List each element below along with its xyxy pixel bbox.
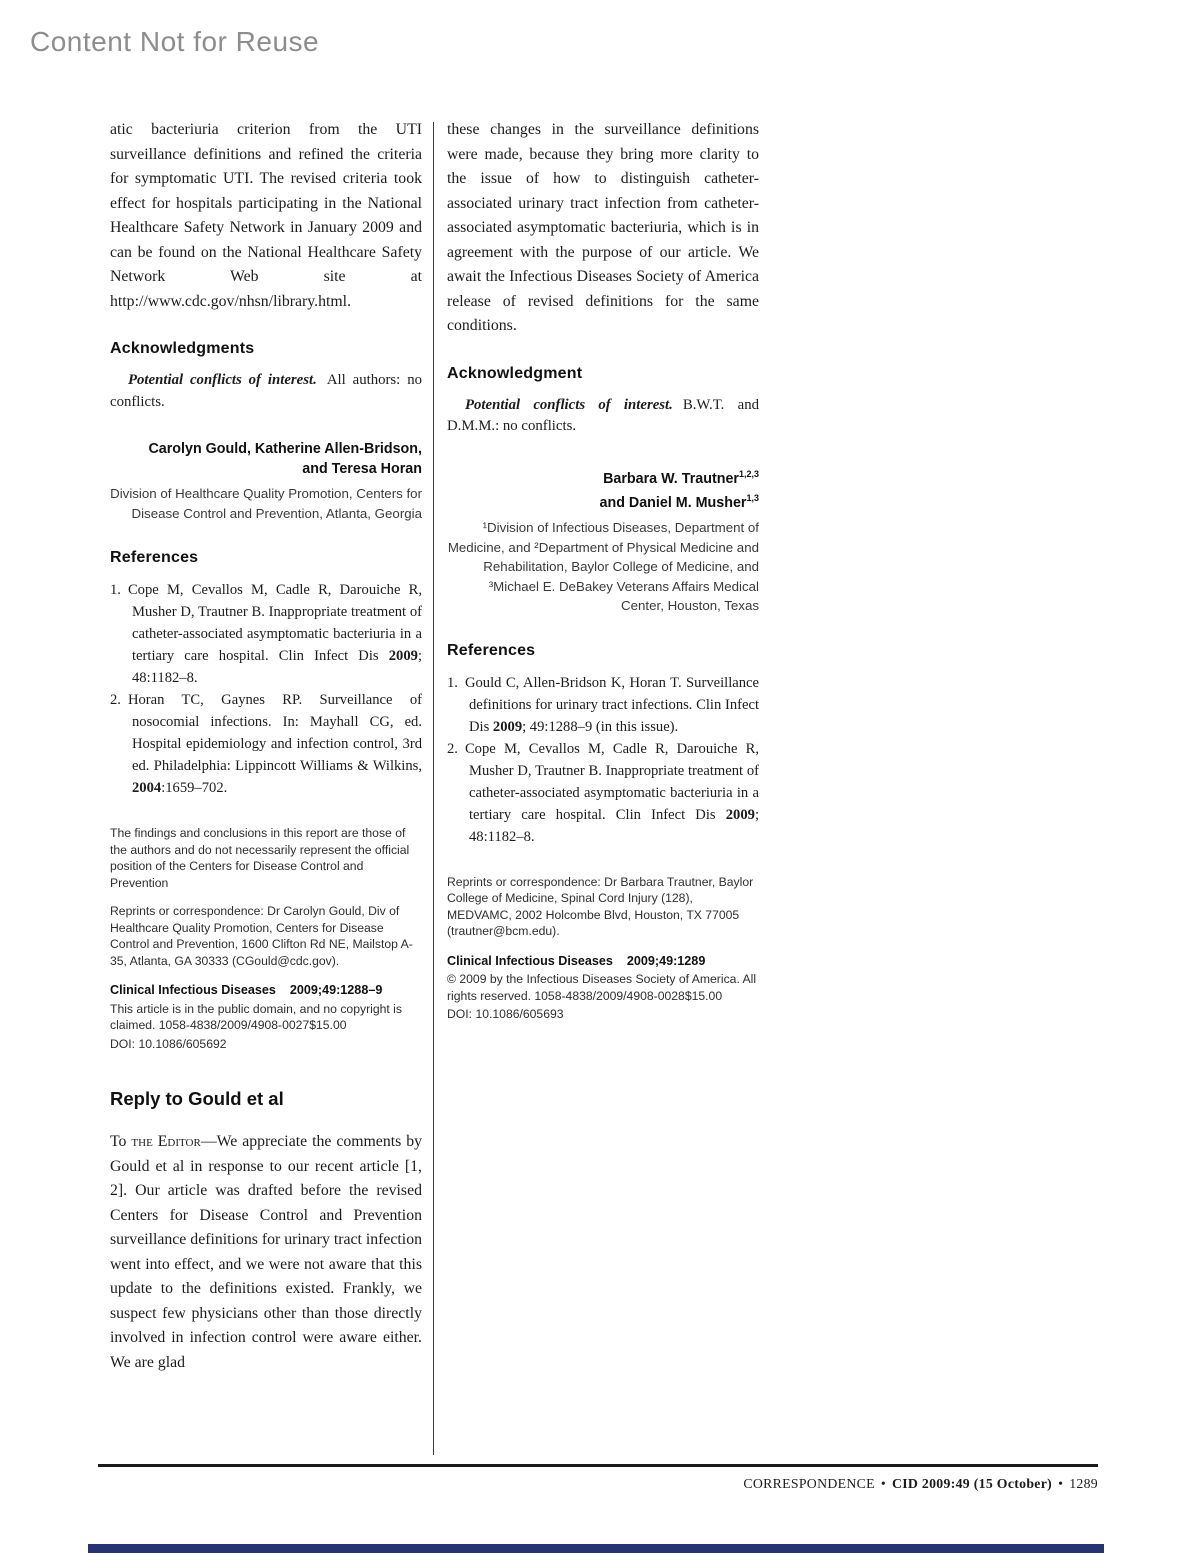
reference-item: 1. Cope M, Cevallos M, Cadle R, Darouiche R, Musher D, Trautner B. Inappropriate treatment of catheter-associated asymptomatic bacteriuria in a tertiary care hospital. Clin Infect Dis 2009; 48:1182–8.: [110, 582, 422, 686]
reference-item: 2. Cope M, Cevallos M, Cadle R, Darouiche R, Musher D, Trautner B. Inappropriate treatment of catheter-associated asymptomatic bacteriuria in a tertiary care hospital. Clin Infect Dis 2009; 48:1182–8.: [447, 740, 759, 845]
reference-number: 1.: [110, 582, 121, 598]
letter1-doi: DOI: 10.1086/605692: [110, 1036, 227, 1051]
letter1-body-paragraph: atic bacteriuria criterion from the UTI surveillance definitions and refined the criteria for symptomatic UTI. The revised criteria took effect for hospitals participating in the National Healthcare Safety Network in January 2009 and can be found on the National Healthcare Safety Network Web site at http://www.cdc.gov/nhsn/library.html.: [110, 121, 422, 310]
footer-issue-label: CID 2009:49 (15 October): [891, 1476, 1053, 1491]
letter2-copyright-note: © 2009 by the Infectious Diseases Society of America. All rights reserved. 1058-4838/2009/4908-0028$15.00: [447, 972, 757, 1003]
reference-number: 2.: [110, 692, 121, 708]
reference-number: 1.: [447, 674, 458, 691]
letter2-affiliation: ¹Division of Infectious Diseases, Department of Medicine, and ²Department of Physical Medicine and Rehabilitation, Baylor College of Medicine, and ³Michael E. DeBakey Veterans Affairs Medical Center, Houston, Texas: [447, 520, 759, 614]
letter1-conflicts-paragraph: [110, 370, 422, 413]
salutation: To: [110, 1133, 132, 1150]
right-column: [447, 118, 759, 1023]
letter2-body-paragraph-left: To the Editor—We appreciate the comments by Gould et al in response to our recent article [1, 2]. Our article was drafted before the revised Centers for Disease Control and Prevention surveillance definitions for urinary tract infection went into effect, and we were not aware that this update to the definitions existed. Frankly, we suspect few physicians other than those directly involved in infection control were aware either. We are glad: [110, 1133, 423, 1371]
footer-separator: •: [880, 1476, 886, 1491]
footer-page-number: 1289: [1069, 1476, 1098, 1491]
author-superscript: 1,3: [746, 493, 759, 504]
footer-separator: •: [1058, 1476, 1064, 1491]
author-line: and Daniel M. Musher: [599, 495, 747, 512]
salutation-smallcaps: the Editor: [131, 1133, 201, 1150]
letter1-disclaimer-note: The findings and conclusions in this report are those of the authors and do not necessarily represent the official position of the Centers for Disease Control and Prevention: [110, 826, 410, 890]
conflicts-label: Potential conflicts of interest.: [465, 396, 673, 413]
letter1-affiliation: Division of Healthcare Quality Promotion, Centers for Disease Control and Prevention, Atlanta, Georgia: [110, 486, 422, 521]
letter1-reference-list: [110, 579, 422, 799]
bottom-navy-bar: [88, 1544, 1104, 1553]
conflicts-label: Potential conflicts of interest.: [128, 372, 317, 388]
author-line: Barbara W. Trautner: [603, 470, 739, 487]
letter1-references-heading: References: [110, 549, 199, 566]
letter1-journal-citation: [110, 982, 422, 999]
journal-volume: 2009;49:1288–9: [289, 983, 383, 997]
letter2-reference-list: [447, 672, 759, 848]
letter1-copyright-note: This article is in the public domain, and no copyright is claimed. 1058-4838/2009/4908-0027$15.00: [110, 1001, 402, 1032]
reference-item: 2. Horan TC, Gaynes RP. Surveillance of nosocomial infections. In: Mayhall CG, ed. Hospital epidemiology and infection control, 3rd ed. Philadelphia: Lippincott Williams & Wilkins, 2004:1659–702.: [110, 692, 422, 796]
author-line: and Teresa Horan: [302, 461, 422, 477]
letter2-author-signature: [447, 464, 759, 514]
letter1-acknowledgments-heading: Acknowledgments: [110, 340, 255, 357]
letter2-doi: DOI: 10.1086/605693: [447, 1007, 564, 1022]
left-column: [110, 118, 422, 1375]
reference-item: 1. Gould C, Allen-Bridson K, Horan T. Surveillance definitions for urinary tract infections. Clin Infect Dis 2009; 49:1288–9 (in this issue).: [447, 674, 759, 735]
page-footer: [98, 1476, 1098, 1492]
letter2-body-paragraph-right: these changes in the surveillance definitions were made, because they bring more clarity to the issue of how to distinguish catheter-associated urinary tract infection from catheter-associated asymptomatic bacteriuria, which is in agreement with the purpose of our article. We await the Infectious Diseases Society of America release of revised definitions for the same conditions.: [447, 121, 759, 334]
footer-rule: [98, 1464, 1098, 1467]
column-divider-rule: [433, 122, 434, 1455]
journal-name: Clinical Infectious Diseases: [110, 983, 276, 997]
watermark-content-not-for-reuse: Content Not for Reuse: [30, 26, 320, 57]
author-superscript: 1,2,3: [738, 468, 759, 479]
author-line: Carolyn Gould, Katherine Allen-Bridson,: [148, 441, 422, 457]
footer-section-label: CORRESPONDENCE: [743, 1476, 875, 1491]
letter2-references-heading: References: [447, 641, 536, 659]
letter2-conflicts-paragraph: [447, 395, 759, 438]
journal-volume: 2009;49:1289: [626, 953, 706, 968]
letter1-reprints-note: Reprints or correspondence: Dr Carolyn Gould, Div of Healthcare Quality Promotion, Centers for Disease Control and Prevention, 1600 Clifton Rd NE, Mailstop A-35, Atlanta, GA 30333 (CGould@cdc.gov).: [110, 904, 413, 968]
letter2-title: Reply to Gould et al: [110, 1088, 284, 1109]
journal-name: Clinical Infectious Diseases: [447, 953, 613, 968]
conflicts-text: All authors: no conflicts.: [110, 372, 422, 410]
letter1-author-signature: [110, 439, 422, 479]
letter2-acknowledgment-heading: Acknowledgment: [447, 364, 583, 382]
conflicts-text: B.W.T. and D.M.M.: no conflicts.: [447, 396, 759, 434]
reference-number: 2.: [447, 740, 458, 757]
letter2-journal-citation: [447, 953, 759, 970]
letter2-reprints-note: Reprints or correspondence: Dr Barbara Trautner, Baylor College of Medicine, Spinal Cord Injury (128), MEDVAMC, 2002 Holcombe Blvd, Houston, TX 77005 (trautner@bcm.edu).: [447, 874, 754, 939]
